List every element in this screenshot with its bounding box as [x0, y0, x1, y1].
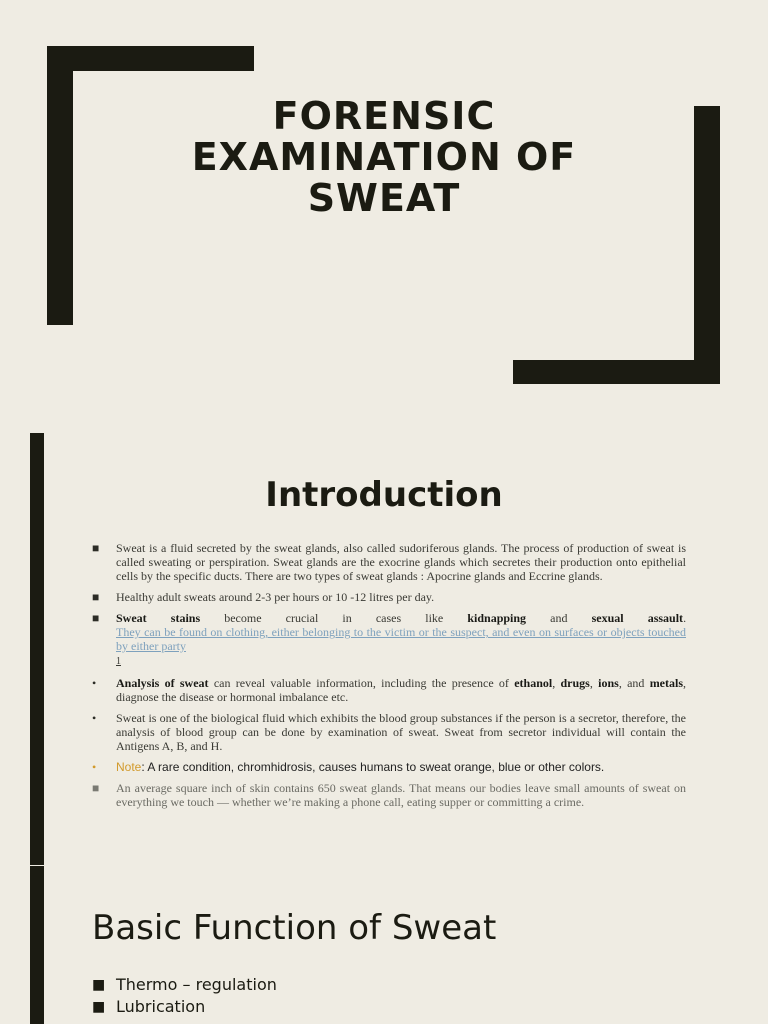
title-line: EXAMINATION OF — [191, 135, 577, 179]
plain-text: , — [589, 676, 599, 690]
plain-text: become crucial in cases like — [224, 611, 444, 625]
introduction-bullet-list — [90, 541, 686, 816]
square-bullet-icon: ■ — [92, 999, 106, 1015]
round-bullet-icon: • — [92, 676, 97, 690]
bold-text: drugs — [560, 676, 590, 690]
bold-text: ethanol — [514, 676, 553, 690]
bullet-text — [116, 676, 686, 704]
bullet-text: An average square inch of skin contains 650 sweat glands. That means our bodies leave small amounts of sweat on everything we touch — whether we’re making a phone call, eating supper or committing a crime. — [116, 781, 686, 809]
bold-text: kidnapping — [467, 611, 527, 625]
bold-text: sexual assault — [591, 611, 684, 625]
slide-accent-bar — [30, 866, 44, 1024]
square-bullet-icon: ■ — [92, 611, 100, 625]
plain-text: , — [552, 676, 561, 690]
bold-text: stains — [170, 611, 201, 625]
plain-text: , and — [618, 676, 650, 690]
bullet-text — [116, 760, 686, 774]
plain-text: can reveal valuable information, including the presence of — [208, 676, 515, 690]
bullet-text: Sweat is one of the biological fluid which exhibits the blood group substances if the person is a secretor, therefore, the analysis of blood group can be done by examination of sweat. Sweat from secretor individual will contain the Antigens A, B, and H. — [116, 711, 686, 753]
round-bullet-icon: • — [92, 711, 97, 725]
basic-function-heading: Basic Function of Sweat — [92, 908, 497, 948]
frame-bottom-right-horizontal — [513, 360, 720, 384]
note-text: : A rare condition, chromhidrosis, causes humans to sweat orange, blue or other colors. — [141, 760, 605, 774]
bold-text: ions — [598, 676, 619, 690]
list-item — [90, 711, 686, 753]
link-wrap — [116, 625, 686, 669]
bullet-text: Sweat is a fluid secreted by the sweat glands, also called sudoriferous glands. The process of production of sweat is called sweating or perspiration. Sweat glands are the exocrine glands which secretes their production onto epithelial cells by the specific ducts. There are two types of sweat glands : Apocrine glands and Eccrine glands. — [116, 541, 686, 583]
bullet-text — [116, 611, 686, 625]
frame-top-left-horizontal — [47, 46, 254, 71]
note-label: Note — [116, 760, 142, 774]
function-item-label: Thermo – regulation — [116, 975, 277, 994]
list-item — [90, 760, 686, 774]
bold-text: Sweat — [116, 611, 147, 625]
list-item — [90, 590, 686, 604]
square-bullet-icon: ■ — [92, 781, 100, 795]
title-line: SWEAT — [307, 176, 461, 220]
plain-text: . — [683, 611, 687, 625]
slide-title — [150, 96, 618, 219]
footnote-number: 1 — [116, 656, 121, 667]
function-list — [92, 974, 277, 1018]
bold-text: metals — [649, 676, 684, 690]
list-item — [90, 611, 686, 669]
list-item — [90, 541, 686, 583]
frame-top-left-vertical — [47, 46, 73, 325]
square-bullet-icon: ■ — [92, 590, 100, 604]
reference-link[interactable]: They can be found on clothing, either belonging to the victim or the suspect, and even on surfaces or objects touched by either party — [116, 625, 686, 653]
round-bullet-icon: • — [92, 760, 97, 774]
plain-text: , diagnose the disease or hormonal imbalance etc. — [116, 676, 687, 704]
list-item — [90, 676, 686, 704]
bullet-text: Healthy adult sweats around 2-3 per hours or 10 -12 litres per day. — [116, 590, 435, 604]
list-item — [92, 996, 277, 1018]
list-item — [92, 974, 277, 996]
list-item — [90, 781, 686, 809]
square-bullet-icon: ■ — [92, 541, 100, 555]
introduction-heading: Introduction — [265, 475, 503, 515]
function-item-label: Lubrication — [116, 997, 206, 1016]
frame-bottom-right-vertical — [694, 106, 720, 384]
plain-text: and — [550, 611, 568, 625]
square-bullet-icon: ■ — [92, 977, 106, 993]
bold-text: Analysis of sweat — [116, 676, 209, 690]
title-line: FORENSIC — [272, 94, 496, 138]
